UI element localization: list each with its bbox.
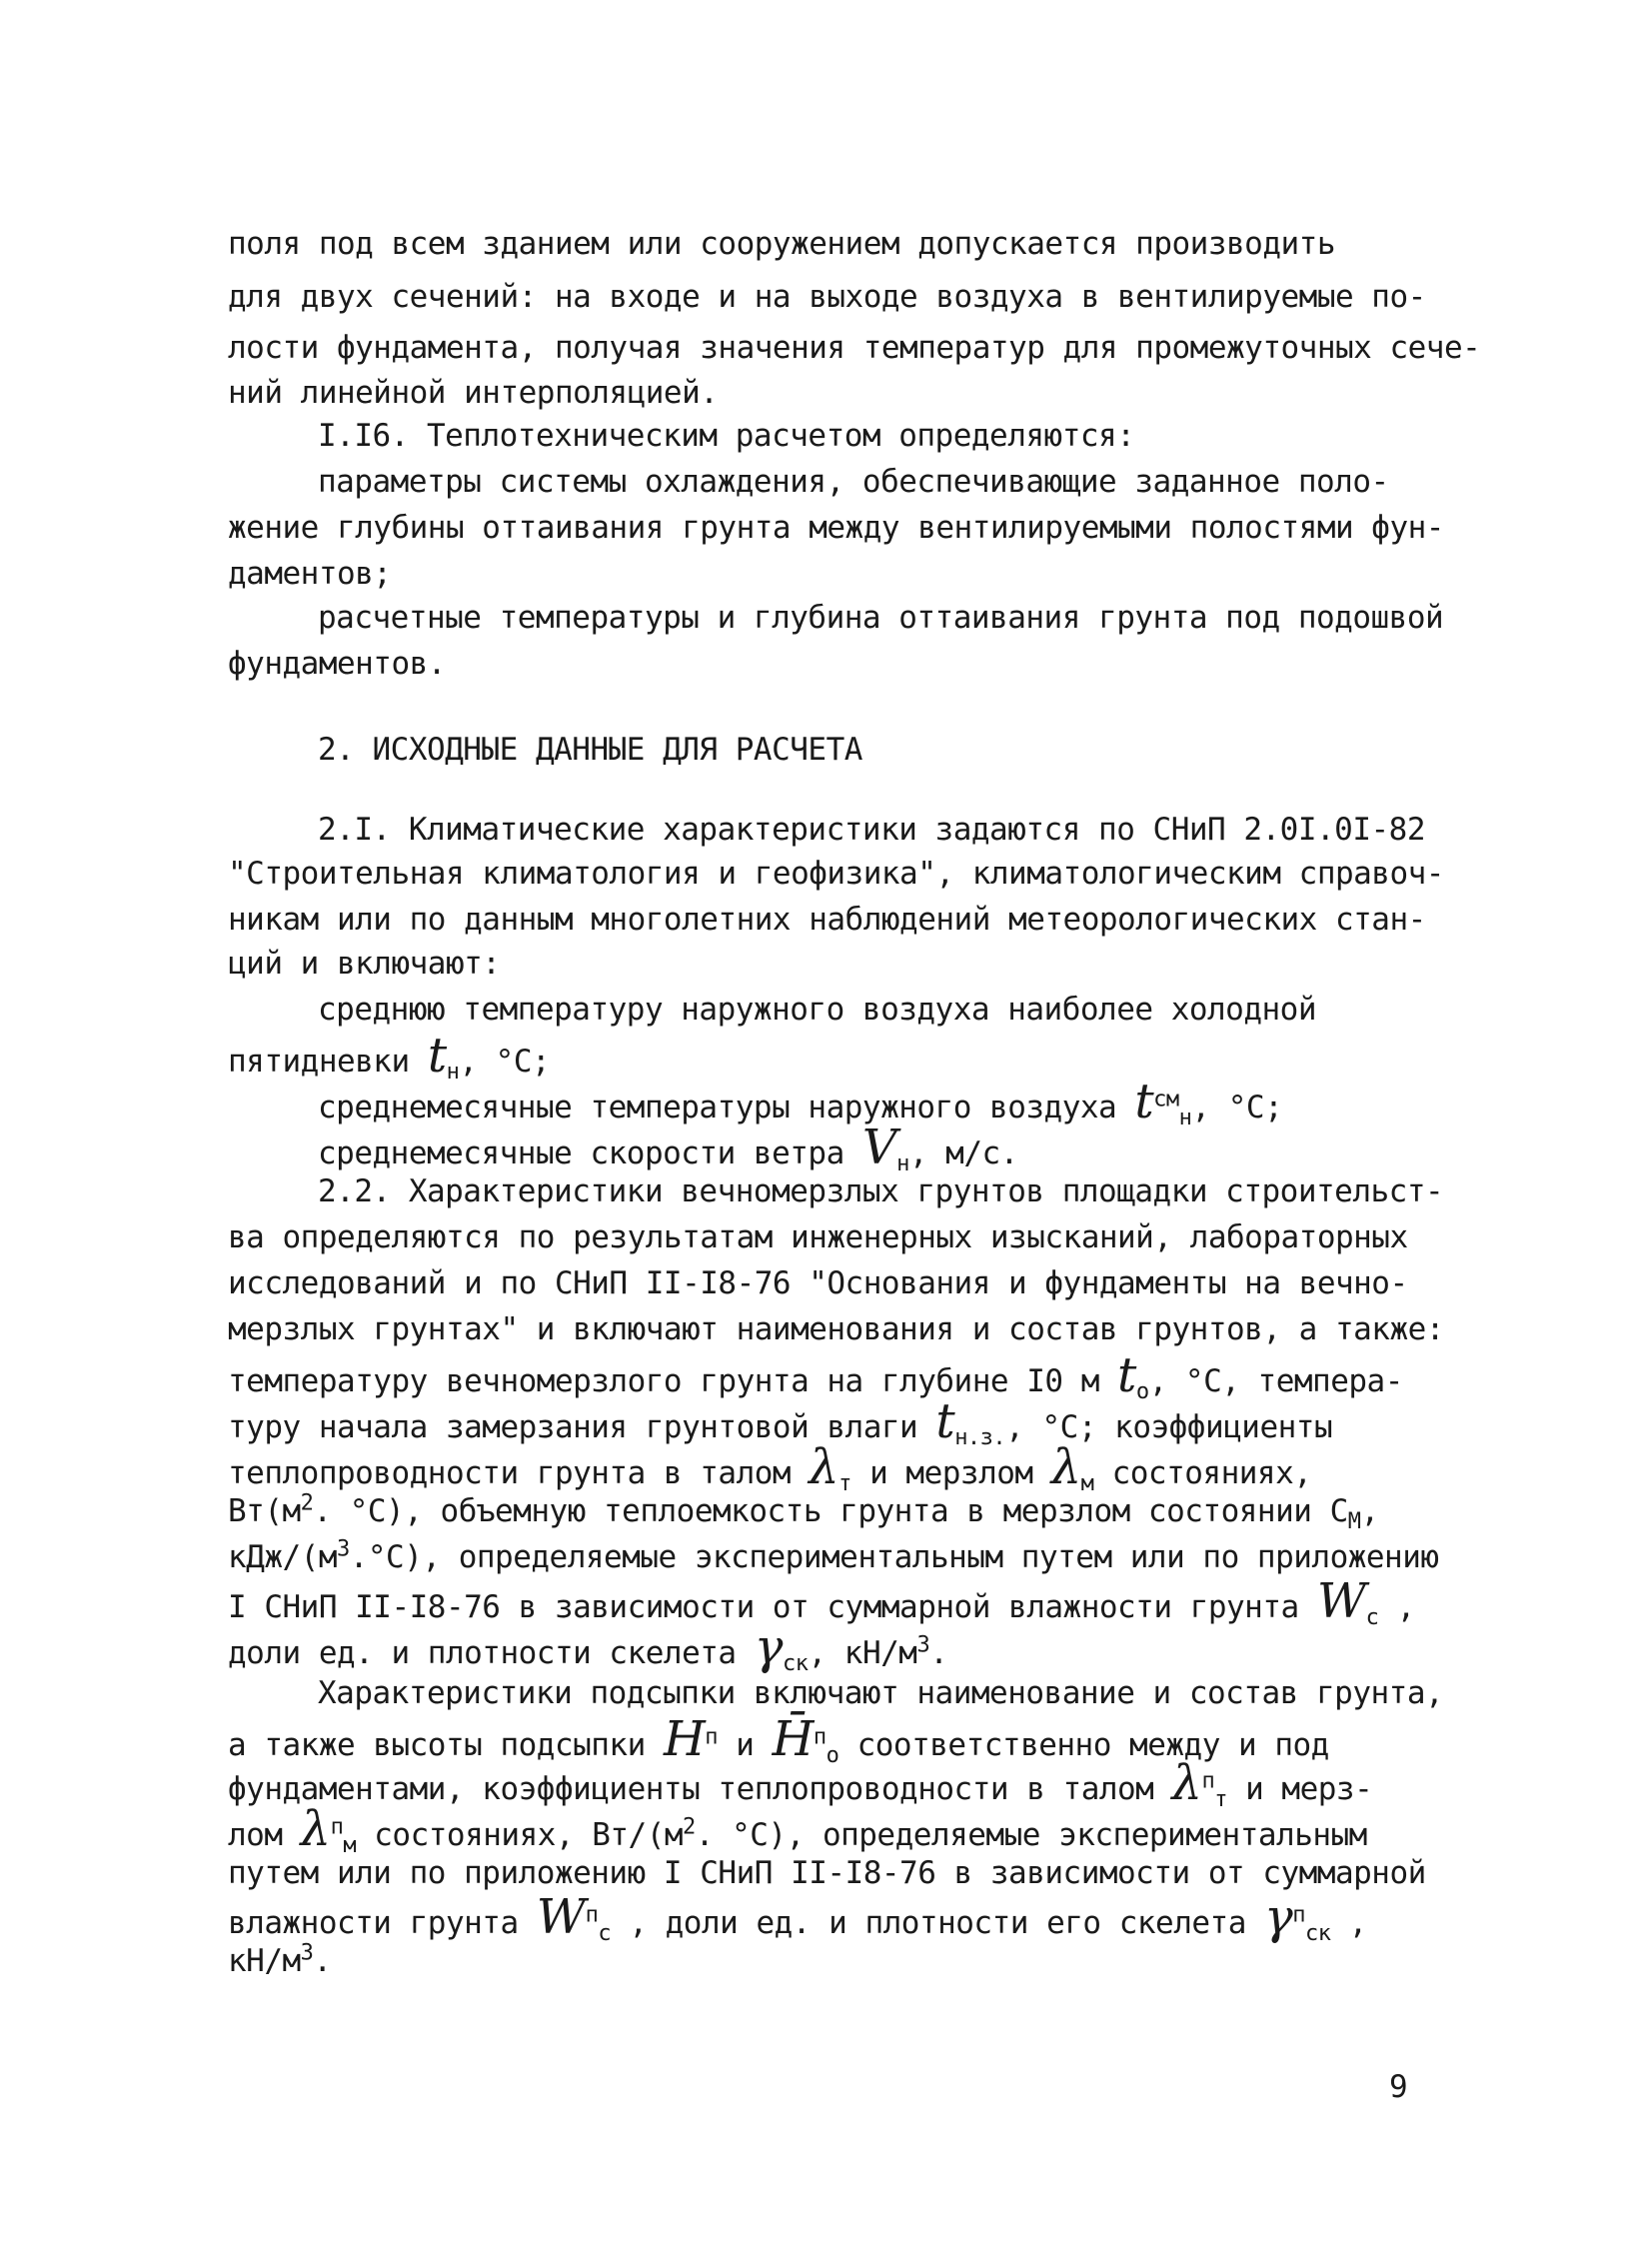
symbol-h: H	[663, 1711, 706, 1767]
text-line: поля под всем зданием или сооружением допускается производить	[228, 226, 1335, 262]
text-line: фундаментами, коэффициенты теплопроводности в талом $\lambda^п_т$ и мерз-	[228, 1755, 1373, 1813]
text-line: среднемесячные скорости ветра $V_н$, м/с.	[318, 1120, 1018, 1177]
text-line: ва определяются по результатам инженерных изысканий, лабораторных	[228, 1219, 1408, 1255]
symbol-t: t	[1134, 1074, 1154, 1129]
text-line: ций и включают:	[228, 946, 501, 982]
page-number: 9	[1389, 2069, 1408, 2105]
text-line: влажности грунта $W^п_c$ , доли ед. и плотности его скелета $\gamma^п_{ск}$ ,	[228, 1889, 1367, 1947]
symbol-t: t	[1117, 1347, 1136, 1403]
symbol-w: W	[536, 1889, 586, 1945]
text-line: I СНиП II-I8-76 в зависимости от суммарной влажности грунта $W_c$ ,	[228, 1573, 1415, 1631]
symbol-t: t	[427, 1028, 447, 1084]
symbol-lambda: λ	[300, 1801, 331, 1857]
symbol-gamma: γ	[754, 1619, 783, 1675]
text-line: "Строительная климатология и геофизика", климатологическим справоч-	[228, 856, 1444, 892]
symbol-v: V	[861, 1120, 897, 1175]
text-line: расчетные температуры и глубина оттаивания грунта под подошвой	[318, 600, 1444, 636]
text-line: туру начала замерзания грунтовой влаги $t_{н.з.}$, °C; коэффициенты	[228, 1393, 1333, 1451]
symbol-gamma: γ	[1264, 1889, 1293, 1945]
text-line: лости фундамента, получая значения температур для промежуточных сече-	[228, 330, 1481, 366]
text-line: ний линейной интерполяцией.	[228, 375, 719, 411]
section-heading: 2. ИСХОДНЫЕ ДАННЫЕ ДЛЯ РАСЧЕТА	[318, 732, 862, 768]
symbol-lambda: λ	[1171, 1755, 1202, 1811]
text-line: температуру вечномерзлого грунта на глубине I0 м $t_o$, °C, темпера-	[228, 1347, 1403, 1405]
text-line: пятидневки $t_н$, °C;	[228, 1028, 551, 1086]
text-line: лом $\lambda^п_м$ состояниях, $Вт/(м^2$. °C), определяемые экспериментальным	[228, 1801, 1367, 1859]
text-line: жение глубины оттаивания грунта между вентилируемыми полостями фун-	[228, 510, 1444, 546]
symbol-w: W	[1316, 1573, 1366, 1629]
text-line: для двух сечений: на входе и на выходе воздуха в вентилируемые по-	[228, 279, 1426, 315]
text-line: доли ед. и плотности скелета $\gamma_{ск}$, $кН/м^3$.	[228, 1619, 948, 1677]
symbol-t: t	[935, 1393, 955, 1449]
text-line: I.I6. Теплотехническим расчетом определяются:	[318, 418, 1135, 454]
symbol-lambda: λ	[809, 1439, 839, 1495]
text-line: Характеристики подсыпки включают наименование и состав грунта,	[318, 1675, 1444, 1711]
text-line: путем или по приложению I СНиП II-I8-76 в зависимости от суммарной	[228, 1855, 1426, 1891]
text-line: среднемесячные температуры наружного воздуха $t^{см}_н$, °C;	[318, 1074, 1283, 1131]
text-line: даментов;	[228, 556, 392, 592]
text-line: кДж/$(м^3.^\circ C)$, определяемые экспериментальным путем или по приложению	[228, 1536, 1439, 1575]
symbol-lambda: λ	[1050, 1439, 1081, 1495]
text-line: а также высоты подсыпки $H^п$ и H̄$^п_o$ соответственно между и под	[228, 1711, 1329, 1769]
text-line: среднюю температуру наружного воздуха наиболее холодной	[318, 992, 1316, 1028]
text-line: исследований и по СНиП II-I8-76 "Основания и фундаменты на вечно-	[228, 1265, 1408, 1301]
text-line: мерзлых грунтах" и включают наименования и состав грунтов, а также:	[228, 1311, 1444, 1347]
text-line: параметры системы охлаждения, обеспечивающие заданное поло-	[318, 464, 1389, 500]
symbol-h-bar: H̄	[772, 1711, 814, 1767]
text-line: теплопроводности грунта в талом $\lambda_т$ и мерзлом $\lambda_м$ состояниях,	[228, 1439, 1312, 1497]
text-line: $кН/м^3$.	[228, 1940, 332, 1979]
text-line: $Вт(м^2$. °C), объемную теплоемкость грунта в мерзлом состоянии $C_М$,	[228, 1490, 1379, 1535]
text-line: 2.2. Характеристики вечномерзлых грунтов площадки строительст-	[318, 1173, 1444, 1209]
text-line: фундаментов.	[228, 646, 446, 682]
text-line: 2.I. Климатические характеристики задаются по СНиП 2.0I.0I-82	[318, 812, 1425, 848]
text-line: никам или по данным многолетних наблюдений метеорологических стан-	[228, 902, 1426, 938]
